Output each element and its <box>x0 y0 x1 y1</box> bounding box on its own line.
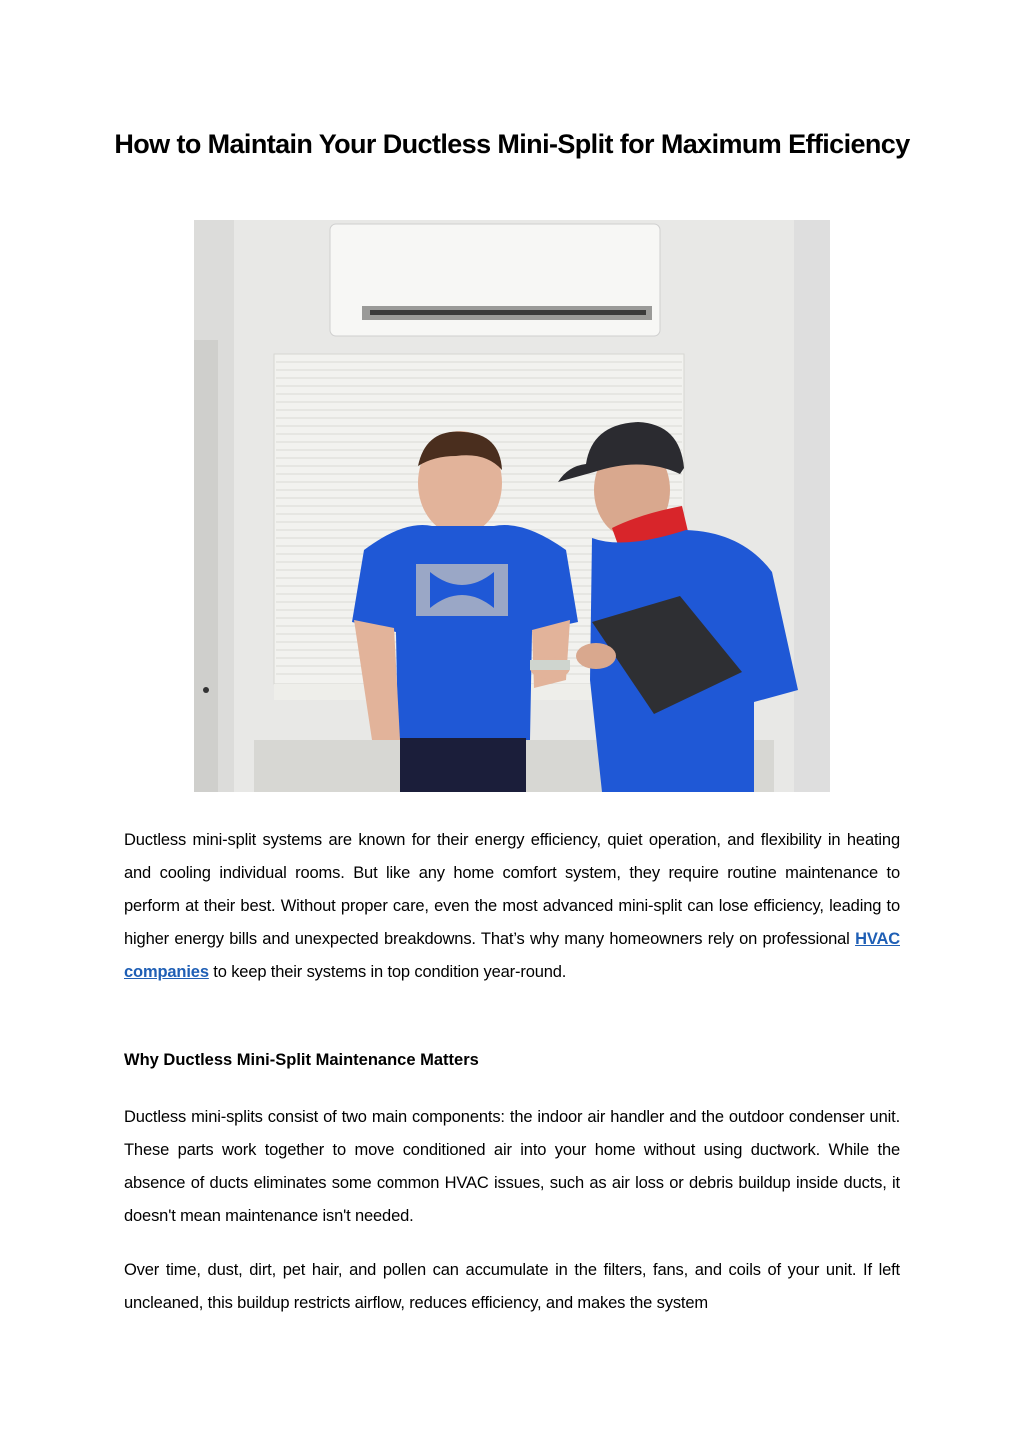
hvac-companies-link[interactable]: HVAC companies <box>124 930 900 981</box>
intro-text-before-link: Ductless mini-split systems are known for their energy efficiency, quiet operation, and flexibility in heating and cooling individual rooms. But like any home comfort system, they require routine maintenance to perform at their best. Without proper care, even the most advanced mini-split can lose efficiency, leading to higher energy bills and unexpected breakdowns. That’s why many homeowners rely on professional <box>124 831 900 948</box>
page-title: How to Maintain Your Ductless Mini-Split for Maximum Efficiency <box>114 129 910 159</box>
components-paragraph: Ductless mini-splits consist of two main components: the indoor air handler and the outdoor condenser unit. These parts work together to move conditioned air into your home without using ductwork. While the absence of ducts eliminates some common HVAC issues, such as air loss or debris buildup inside ducts, it doesn't mean maintenance isn't needed. <box>124 1108 900 1225</box>
intro-text-after-link: to keep their systems in top condition year-round. <box>208 963 567 981</box>
buildup-paragraph: Over time, dust, dirt, pet hair, and pollen can accumulate in the filters, fans, and coils of your unit. If left uncleaned, this buildup restricts airflow, reduces efficiency, and makes the system <box>124 1261 900 1312</box>
article-photo <box>194 220 830 792</box>
intro-paragraph <box>124 824 900 989</box>
section-heading: Why Ductless Mini-Split Maintenance Matters <box>124 1051 479 1069</box>
